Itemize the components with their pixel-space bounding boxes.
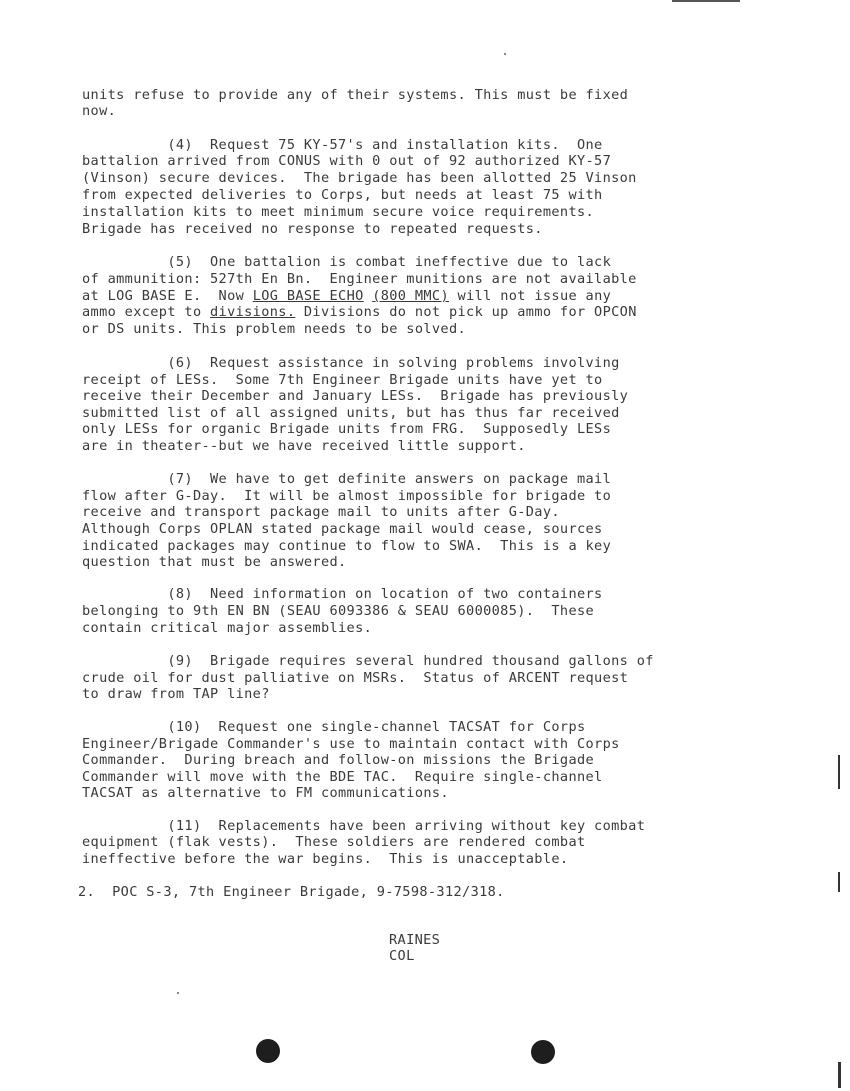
text-line: receive and transport package mail to units after G-Day. bbox=[82, 504, 560, 520]
text-line: (9) Brigade requires several hundred thousand gallons of bbox=[82, 653, 654, 669]
text-line: from expected deliveries to Corps, but needs at least 75 with bbox=[82, 187, 603, 203]
text-line: receive their December and January LESs. Brigade has previously bbox=[82, 388, 629, 404]
text-line: only LESs for organic Brigade units from FRG. Supposedly LESs bbox=[82, 421, 612, 437]
text-line: crude oil for dust palliative on MSRs. Status of ARCENT request bbox=[82, 670, 629, 686]
line-segment: at LOG BASE E. Now bbox=[82, 288, 253, 304]
text-line-underlined bbox=[82, 304, 637, 320]
text-line: battalion arrived from CONUS with 0 out of 92 authorized KY-57 bbox=[82, 153, 612, 169]
text-line: to draw from TAP line? bbox=[82, 686, 270, 702]
text-line: are in theater--but we have received little support. bbox=[82, 438, 526, 454]
text-line: (Vinson) secure devices. The brigade has been allotted 25 Vinson bbox=[82, 170, 637, 186]
text-line: now. bbox=[82, 103, 117, 119]
punch-hole-right bbox=[531, 1040, 555, 1064]
underlined-segment: (800 MMC) bbox=[372, 288, 449, 304]
text-line: or DS units. This problem needs to be solved. bbox=[82, 321, 467, 337]
text-line: Although Corps OPLAN stated package mail would cease, sources bbox=[82, 521, 603, 537]
text-line: indicated packages may continue to flow to SWA. This is a key bbox=[82, 538, 612, 554]
text-line: Engineer/Brigade Commander's use to maintain contact with Corps bbox=[82, 736, 620, 752]
punch-hole-left bbox=[256, 1039, 280, 1063]
text-line: (8) Need information on location of two containers bbox=[82, 586, 603, 602]
text-line: TACSAT as alternative to FM communications. bbox=[82, 785, 449, 801]
scan-edge-mark bbox=[838, 1062, 841, 1088]
text-line: contain critical major assemblies. bbox=[82, 620, 373, 636]
text-line: Brigade has received no response to repeated requests. bbox=[82, 221, 543, 237]
text-line-underlined bbox=[82, 288, 611, 304]
scan-edge-mark bbox=[838, 755, 840, 789]
text-line: of ammunition: 527th En Bn. Engineer munitions are not available bbox=[82, 271, 637, 287]
text-line: equipment (flak vests). These soldiers are rendered combat bbox=[82, 834, 586, 850]
text-line: submitted list of all assigned units, but has thus far received bbox=[82, 405, 620, 421]
line-segment bbox=[364, 288, 373, 304]
text-line: (6) Request assistance in solving problems involving bbox=[82, 355, 620, 371]
scan-speck bbox=[504, 53, 506, 55]
line-segment: ammo except to bbox=[82, 304, 211, 320]
text-line: Commander. During breach and follow-on missions the Brigade bbox=[82, 752, 595, 768]
scan-edge-mark bbox=[838, 872, 840, 892]
text-line: installation kits to meet minimum secure voice requirements. bbox=[82, 204, 595, 220]
text-line: flow after G-Day. It will be almost impossible for brigade to bbox=[82, 488, 612, 504]
text-line: belonging to 9th EN BN (SEAU 6093386 & SEAU 6000085). These bbox=[82, 603, 595, 619]
text-line: (5) One battalion is combat ineffective due to lack bbox=[82, 254, 612, 270]
line-segment: will not issue any bbox=[449, 288, 612, 304]
scan-speck bbox=[177, 992, 179, 994]
underlined-segment: LOG BASE ECHO bbox=[252, 288, 364, 304]
text-line: (10) Request one single-channel TACSAT for Corps bbox=[82, 719, 586, 735]
signature-name: RAINES bbox=[389, 932, 441, 948]
underlined-segment: divisions. bbox=[210, 304, 296, 320]
text-line: question that must be answered. bbox=[82, 554, 347, 570]
text-line: units refuse to provide any of their systems. This must be fixed bbox=[82, 87, 629, 103]
signature-rank: COL bbox=[389, 948, 415, 964]
text-line: receipt of LESs. Some 7th Engineer Brigade units have yet to bbox=[82, 372, 603, 388]
text-line: 2. POC S-3, 7th Engineer Brigade, 9-7598-312/318. bbox=[78, 884, 505, 900]
text-line: (11) Replacements have been arriving without key combat bbox=[82, 818, 646, 834]
text-line: (4) Request 75 KY-57's and installation kits. One bbox=[82, 137, 603, 153]
top-edge-mark bbox=[672, 0, 740, 2]
text-line: ineffective before the war begins. This is unacceptable. bbox=[82, 851, 569, 867]
text-line: Commander will move with the BDE TAC. Require single-channel bbox=[82, 769, 603, 785]
text-line: (7) We have to get definite answers on package mail bbox=[82, 471, 612, 487]
line-segment: Divisions do not pick up ammo for OPCON bbox=[295, 304, 637, 320]
